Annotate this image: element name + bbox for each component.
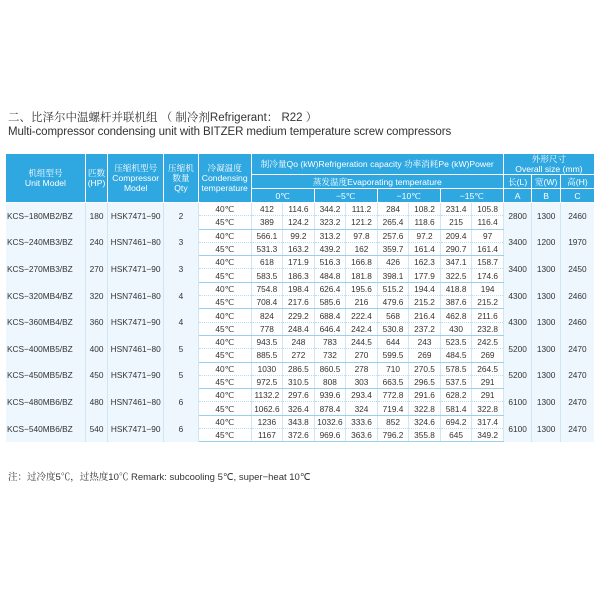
power-cell: 124.2 [283,216,315,229]
capacity-cell: 1236 [251,415,283,428]
power-cell: 248 [283,335,315,348]
dim-length-cell: 6100 [503,389,531,416]
condensing-temp-cell: 45℃ [198,269,251,282]
power-cell: 116.4 [472,216,504,229]
power-cell: 270.5 [409,362,441,375]
power-cell: 215.2 [409,296,441,309]
power-cell: 181.8 [346,269,378,282]
condensing-temp-cell: 45℃ [198,242,251,255]
capacity-cell: 515.2 [377,282,409,295]
power-cell: 363.6 [346,429,378,442]
power-cell: 291 [472,375,504,388]
dim-width-cell: 1200 [532,229,560,256]
title-chinese: 二、比泽尔中温螺杆并联机组 （ 制冷剂Refrigerant： R22 ） [8,112,318,124]
capacity-cell: 732 [314,349,346,362]
capacity-cell: 969.6 [314,429,346,442]
compressor-model-cell: HSK7471−90 [108,362,164,389]
capacity-cell: 359.7 [377,242,409,255]
power-cell: 324.6 [409,415,441,428]
power-cell: 264.5 [472,362,504,375]
power-cell: 229.2 [283,309,315,322]
power-cell: 278 [346,362,378,375]
header-dim-height-label: 高(H) [567,176,588,187]
power-cell: 158.7 [472,256,504,269]
header-hp-label: 匹数 (HP) [87,168,106,188]
capacity-cell: 1132.2 [251,389,283,402]
capacity-cell: 313.2 [314,229,346,242]
power-cell: 111.2 [346,203,378,216]
power-cell: 171.9 [283,256,315,269]
capacity-cell: 710 [377,362,409,375]
capacity-cell: 322.5 [440,269,472,282]
table-row [6,256,594,269]
table-body [6,203,594,442]
power-cell: 242.5 [472,335,504,348]
header-qty [164,154,199,203]
hp-cell: 360 [85,309,107,336]
power-cell: 108.2 [409,203,441,216]
condensing-temp-cell: 40℃ [198,229,251,242]
dim-height-cell: 2470 [560,362,594,389]
qty-cell: 3 [164,229,199,256]
capacity-cell: 645 [440,429,472,442]
unit-model-cell: KCS−450MB5/BZ [6,362,85,389]
capacity-cell: 412 [251,203,283,216]
power-cell: 161.4 [472,242,504,255]
header-dim-b [532,189,560,203]
qty-cell: 2 [164,203,199,230]
power-cell: 121.2 [346,216,378,229]
power-cell: 244.5 [346,335,378,348]
power-cell: 97 [472,229,504,242]
capacity-cell: 568 [377,309,409,322]
table-row [6,415,594,428]
power-cell: 215.2 [472,296,504,309]
dim-length-cell: 3400 [503,256,531,283]
dim-height-cell: 2450 [560,256,594,283]
header-compressor-model [108,154,164,203]
capacity-cell: 398.1 [377,269,409,282]
power-cell: 216.4 [409,309,441,322]
capacity-cell: 719.4 [377,402,409,415]
capacity-cell: 537.5 [440,375,472,388]
capacity-cell: 688.4 [314,309,346,322]
capacity-cell: 284 [377,203,409,216]
condensing-temp-cell: 45℃ [198,349,251,362]
condensing-temp-cell: 40℃ [198,256,251,269]
condensing-temp-cell: 45℃ [198,429,251,442]
condensing-temp-cell: 40℃ [198,282,251,295]
compressor-model-cell: HSK7471−90 [108,203,164,230]
dim-height-cell: 2460 [560,282,594,309]
power-cell: 269 [409,349,441,362]
qty-cell: 4 [164,309,199,336]
dim-width-cell: 1300 [532,203,560,230]
power-cell: 296.5 [409,375,441,388]
power-cell: 162.3 [409,256,441,269]
power-cell: 99.2 [283,229,315,242]
power-cell: 198.4 [283,282,315,295]
capacity-cell: 209.4 [440,229,472,242]
unit-model-cell: KCS−270MB3/BZ [6,256,85,283]
capacity-cell: 783 [314,335,346,348]
power-cell: 243 [409,335,441,348]
power-cell: 114.6 [283,203,315,216]
dim-height-cell: 2470 [560,335,594,362]
power-cell: 242.4 [346,322,378,335]
header-dim-length-label: 长(L) [508,176,528,187]
power-cell: 163.2 [283,242,315,255]
header-evap-0 [251,189,314,203]
header-capacity-power [251,154,503,175]
power-cell: 326.4 [283,402,315,415]
header-compressor-model-label: 压缩机型号 Compressor Model [112,163,160,193]
header-dim-b-label: B [543,190,549,201]
header-evap-minus10-label: −10℃ [396,190,421,201]
power-cell: 162 [346,242,378,255]
power-cell: 194.4 [409,282,441,295]
power-cell: 343.8 [283,415,315,428]
capacity-cell: 439.2 [314,242,346,255]
capacity-cell: 644 [377,335,409,348]
capacity-cell: 344.2 [314,203,346,216]
capacity-cell: 462.8 [440,309,472,322]
hp-cell: 450 [85,362,107,389]
dim-height-cell: 2460 [560,309,594,336]
dim-length-cell: 2800 [503,203,531,230]
capacity-cell: 626.4 [314,282,346,295]
capacity-cell: 808 [314,375,346,388]
capacity-cell: 479.6 [377,296,409,309]
hp-cell: 320 [85,282,107,309]
capacity-cell: 618 [251,256,283,269]
remark-note: 注：过冷度5℃，过热度10℃ Remark: subcooling 5℃, super−heat 10℃ [8,472,311,483]
header-dim-width-label: 宽(W) [534,176,558,187]
power-cell: 355.8 [409,429,441,442]
condensing-temp-cell: 45℃ [198,216,251,229]
capacity-cell: 663.5 [377,375,409,388]
condensing-temp-cell: 40℃ [198,203,251,216]
power-cell: 317.4 [472,415,504,428]
hp-cell: 270 [85,256,107,283]
condensing-temp-cell: 40℃ [198,389,251,402]
table-row [6,362,594,375]
capacity-cell: 772.8 [377,389,409,402]
power-cell: 118.6 [409,216,441,229]
dim-length-cell: 4300 [503,309,531,336]
capacity-cell: 265.4 [377,216,409,229]
header-dim-height [560,175,594,189]
header-dim-a [503,189,531,203]
qty-cell: 6 [164,415,199,442]
capacity-cell: 516.3 [314,256,346,269]
power-cell: 186.3 [283,269,315,282]
power-cell: 322.8 [472,402,504,415]
table-row [6,203,594,216]
hp-cell: 240 [85,229,107,256]
qty-cell: 5 [164,335,199,362]
spec-table [6,154,594,442]
condensing-temp-cell: 45℃ [198,375,251,388]
dim-width-cell: 1300 [532,415,560,442]
dim-width-cell: 1300 [532,335,560,362]
power-cell: 105.8 [472,203,504,216]
power-cell: 303 [346,375,378,388]
condensing-temp-cell: 40℃ [198,415,251,428]
power-cell: 237.2 [409,322,441,335]
unit-model-cell: KCS−360MB4/BZ [6,309,85,336]
power-cell: 333.6 [346,415,378,428]
compressor-model-cell: HSN7461−80 [108,389,164,416]
capacity-cell: 530.8 [377,322,409,335]
capacity-cell: 972.5 [251,375,283,388]
capacity-cell: 257.6 [377,229,409,242]
power-cell: 269 [472,349,504,362]
power-cell: 372.6 [283,429,315,442]
dim-length-cell: 5200 [503,335,531,362]
table-row [6,309,594,322]
table-row [6,229,594,242]
header-dim-a-label: A [514,190,521,201]
header-evap-minus5 [314,189,377,203]
capacity-cell: 885.5 [251,349,283,362]
capacity-cell: 878.4 [314,402,346,415]
capacity-cell: 646.4 [314,322,346,335]
compressor-model-cell: HSN7461−80 [108,229,164,256]
power-cell: 195.6 [346,282,378,295]
unit-model-cell: KCS−480MB6/BZ [6,389,85,416]
power-cell: 222.4 [346,309,378,322]
header-overall-size [503,154,594,175]
power-cell: 291 [472,389,504,402]
qty-cell: 3 [164,256,199,283]
header-capacity-power-label: 制冷量Qo (kW)Refrigeration capacity 功率消耗Pe (kW)Power [260,159,494,169]
power-cell: 211.6 [472,309,504,322]
condensing-temp-cell: 40℃ [198,335,251,348]
capacity-cell: 581.4 [440,402,472,415]
header-unit-model [6,154,85,203]
header-evap-temp [251,175,503,189]
power-cell: 194 [472,282,504,295]
header-dim-length [503,175,531,189]
dim-height-cell: 2470 [560,415,594,442]
capacity-cell: 231.4 [440,203,472,216]
power-cell: 291.6 [409,389,441,402]
condensing-temp-cell: 45℃ [198,322,251,335]
dim-length-cell: 5200 [503,362,531,389]
table-row [6,335,594,348]
dim-length-cell: 6100 [503,415,531,442]
header-unit-model-label: 机组型号 Unit Model [24,168,66,188]
power-cell: 232.8 [472,322,504,335]
power-cell: 97.2 [409,229,441,242]
capacity-cell: 694.2 [440,415,472,428]
capacity-cell: 290.7 [440,242,472,255]
header-overall-size-label: 外形尺寸 Overall size (mm) [515,154,583,174]
power-cell: 248.4 [283,322,315,335]
capacity-cell: 778 [251,322,283,335]
dim-height-cell: 2470 [560,389,594,416]
power-cell: 161.4 [409,242,441,255]
capacity-cell: 599.5 [377,349,409,362]
header-evap-temp-label: 蒸发温度Evaporating temperature [312,176,442,187]
capacity-cell: 418.8 [440,282,472,295]
power-cell: 166.8 [346,256,378,269]
table-row [6,389,594,402]
capacity-cell: 796.2 [377,429,409,442]
power-cell: 310.5 [283,375,315,388]
header-evap-minus10 [377,189,440,203]
unit-model-cell: KCS−240MB3/BZ [6,229,85,256]
hp-cell: 480 [85,389,107,416]
unit-model-cell: KCS−540MB6/BZ [6,415,85,442]
capacity-cell: 708.4 [251,296,283,309]
qty-cell: 4 [164,282,199,309]
condensing-temp-cell: 40℃ [198,362,251,375]
capacity-cell: 484.8 [314,269,346,282]
compressor-model-cell: HSN7461−80 [108,282,164,309]
capacity-cell: 323.2 [314,216,346,229]
capacity-cell: 523.5 [440,335,472,348]
hp-cell: 540 [85,415,107,442]
spec-table-container [6,154,594,442]
compressor-model-cell: HSN7461−80 [108,335,164,362]
dim-width-cell: 1300 [532,389,560,416]
qty-cell: 5 [164,362,199,389]
capacity-cell: 531.3 [251,242,283,255]
dim-height-cell: 2460 [560,203,594,230]
dim-width-cell: 1300 [532,309,560,336]
capacity-cell: 1062.6 [251,402,283,415]
table-header [6,154,594,203]
power-cell: 322.8 [409,402,441,415]
capacity-cell: 430 [440,322,472,335]
capacity-cell: 852 [377,415,409,428]
header-dim-c-label: C [574,190,581,201]
unit-model-cell: KCS−320MB4/BZ [6,282,85,309]
power-cell: 174.6 [472,269,504,282]
power-cell: 217.6 [283,296,315,309]
power-cell: 349.2 [472,429,504,442]
capacity-cell: 387.6 [440,296,472,309]
capacity-cell: 824 [251,309,283,322]
dim-height-cell: 1970 [560,229,594,256]
power-cell: 286.5 [283,362,315,375]
condensing-temp-cell: 45℃ [198,296,251,309]
header-evap-minus15-label: −15℃ [459,190,484,201]
dim-length-cell: 4300 [503,282,531,309]
capacity-cell: 1167 [251,429,283,442]
capacity-cell: 1032.6 [314,415,346,428]
power-cell: 293.4 [346,389,378,402]
power-cell: 270 [346,349,378,362]
compressor-model-cell: HSK7471−90 [108,256,164,283]
capacity-cell: 566.1 [251,229,283,242]
header-evap-minus15 [440,189,503,203]
capacity-cell: 578.5 [440,362,472,375]
power-cell: 297.6 [283,389,315,402]
capacity-cell: 215 [440,216,472,229]
capacity-cell: 583.5 [251,269,283,282]
condensing-temp-cell: 45℃ [198,402,251,415]
dim-length-cell: 3400 [503,229,531,256]
dim-width-cell: 1300 [532,282,560,309]
compressor-model-cell: HSK7471−90 [108,415,164,442]
title-english: Multi-compressor condensing unit with BITZER medium temperature screw compressors [8,126,452,138]
power-cell: 97.8 [346,229,378,242]
header-dim-width [532,175,560,189]
dim-width-cell: 1300 [532,362,560,389]
header-condensing-temp-label: 冷凝温度 Condensing temperature [201,163,248,193]
capacity-cell: 585.6 [314,296,346,309]
hp-cell: 400 [85,335,107,362]
header-condensing-temp [198,154,251,203]
capacity-cell: 426 [377,256,409,269]
capacity-cell: 943.5 [251,335,283,348]
header-hp [85,154,107,203]
condensing-temp-cell: 40℃ [198,309,251,322]
header-dim-c [560,189,594,203]
qty-cell: 6 [164,389,199,416]
compressor-model-cell: HSK7471−90 [108,309,164,336]
unit-model-cell: KCS−400MB5/BZ [6,335,85,362]
hp-cell: 180 [85,203,107,230]
power-cell: 272 [283,349,315,362]
header-qty-label: 压缩机 数量 Qty [168,163,194,193]
header-evap-0-label: 0℃ [275,190,290,201]
capacity-cell: 754.8 [251,282,283,295]
capacity-cell: 1030 [251,362,283,375]
header-evap-minus5-label: −5℃ [335,190,356,201]
unit-model-cell: KCS−180MB2/BZ [6,203,85,230]
capacity-cell: 389 [251,216,283,229]
capacity-cell: 347.1 [440,256,472,269]
power-cell: 216 [346,296,378,309]
capacity-cell: 860.5 [314,362,346,375]
capacity-cell: 939.6 [314,389,346,402]
capacity-cell: 628.2 [440,389,472,402]
power-cell: 324 [346,402,378,415]
power-cell: 177.9 [409,269,441,282]
dim-width-cell: 1300 [532,256,560,283]
capacity-cell: 484.5 [440,349,472,362]
table-row [6,282,594,295]
